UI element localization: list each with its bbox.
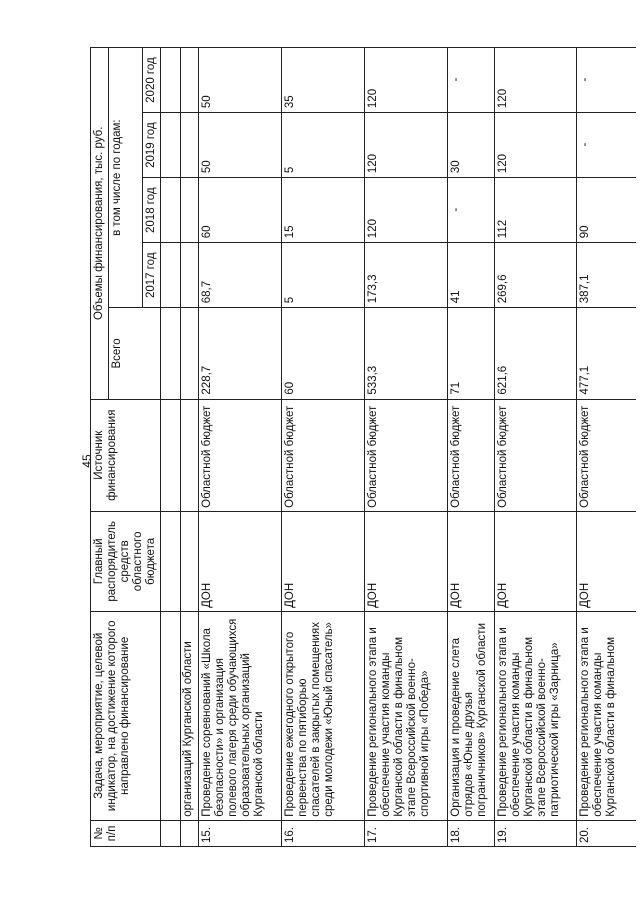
row-total: 228,7 <box>199 308 282 399</box>
row-org: ДОН <box>365 511 448 611</box>
row-no: 17. <box>365 820 448 846</box>
row-2017: 5 <box>282 243 365 308</box>
row-total: 60 <box>282 308 365 399</box>
row-2019: 50 <box>199 113 282 178</box>
table-row <box>282 48 365 847</box>
rotated-table-container <box>90 47 630 847</box>
row-no: 16. <box>282 820 365 846</box>
row-no: 15. <box>199 820 282 846</box>
row-2018: 112 <box>495 178 577 243</box>
row-org: ДОН <box>577 511 637 611</box>
header-year-2017: 2017 год <box>143 243 161 308</box>
table-row <box>495 48 577 847</box>
continuation-text: организаций Курганской области <box>181 611 199 820</box>
row-no: 18. <box>448 820 495 846</box>
header-volume: Объемы финансирования, тыс. руб. <box>91 48 109 400</box>
row-2020: 120 <box>495 48 577 113</box>
row-source: Областной бюджет <box>282 399 365 511</box>
row-org: ДОН <box>199 511 282 611</box>
row-task: Проведение ежегодного открытого первенства по пятиборью спасателей в закрытых помещениях среди молодежи «Юный спасатель» <box>282 611 365 820</box>
row-2017: 41 <box>448 243 495 308</box>
row-total: 477,1 <box>577 308 637 399</box>
row-task: Проведение регионального этапа и обеспечение участия команды Курганской области в финальном этапе Всероссийской военно-патриотической игры «Зарница» <box>495 611 577 820</box>
row-2020: - <box>448 48 495 113</box>
row-task: Проведение соревнований «Школа безопасности» и организация полевого лагеря среди обучающихся образовательных организаций Курганской области <box>199 611 282 820</box>
row-source: Областной бюджет <box>365 399 448 511</box>
header-org: Главный распорядитель средств областного бюджета <box>91 511 161 611</box>
row-2018: - <box>448 178 495 243</box>
row-task: Проведение регионального этапа и обеспечение участия команды Курганской области в финальном <box>577 611 637 820</box>
table-header <box>91 48 181 847</box>
row-2020: 50 <box>199 48 282 113</box>
row-2019: 5 <box>282 113 365 178</box>
row-org: ДОН <box>282 511 365 611</box>
row-2020: 120 <box>365 48 448 113</box>
header-year-2020: 2020 год <box>143 48 161 113</box>
header-year-2019: 2019 год <box>143 113 161 178</box>
row-source: Областной бюджет <box>577 399 637 511</box>
row-no: 20. <box>577 820 637 846</box>
row-2018: 60 <box>199 178 282 243</box>
row-2018: 120 <box>365 178 448 243</box>
document-page <box>90 47 630 847</box>
row-task: Организация и проведение слета отрядов «Юные друзья пограничников» Курганской области <box>448 611 495 820</box>
row-org: ДОН <box>495 511 577 611</box>
row-2017: 68,7 <box>199 243 282 308</box>
table-row <box>577 48 637 847</box>
row-2020: - <box>577 48 637 113</box>
page-number: 45 <box>80 454 94 468</box>
row-2019: 30 <box>448 113 495 178</box>
row-total: 621,6 <box>495 308 577 399</box>
row-2018: 90 <box>577 178 637 243</box>
table-body <box>181 48 637 847</box>
row-2017: 387,1 <box>577 243 637 308</box>
table-row <box>199 48 282 847</box>
header-task: Задача, мероприятие, целевой индикатор, на достижение которого направлено финансирование <box>91 611 161 820</box>
row-total: 533,3 <box>365 308 448 399</box>
row-total: 71 <box>448 308 495 399</box>
row-source: Областной бюджет <box>199 399 282 511</box>
row-2017: 173,3 <box>365 243 448 308</box>
header-source: Источник финансирования <box>91 399 161 511</box>
row-task: Проведение регионального этапа и обеспечение участия команды Курганской области в финальном этапе Всероссийской военно-спортивной игры «Победа» <box>365 611 448 820</box>
table-row <box>365 48 448 847</box>
table-row <box>181 48 199 847</box>
row-no: 19. <box>495 820 577 846</box>
table-row <box>448 48 495 847</box>
header-no: № п/п <box>91 820 161 846</box>
row-2018: 15 <box>282 178 365 243</box>
row-org: ДОН <box>448 511 495 611</box>
row-2020: 35 <box>282 48 365 113</box>
row-2019: 120 <box>365 113 448 178</box>
financing-table <box>90 47 636 847</box>
row-2017: 269,6 <box>495 243 577 308</box>
header-year-2018: 2018 год <box>143 178 161 243</box>
row-source: Областной бюджет <box>495 399 577 511</box>
header-total: Всего <box>109 308 161 399</box>
row-source: Областной бюджет <box>448 399 495 511</box>
row-2019: 120 <box>495 113 577 178</box>
header-by-years: в том числе по годам: <box>109 48 143 308</box>
row-2019: - <box>577 113 637 178</box>
